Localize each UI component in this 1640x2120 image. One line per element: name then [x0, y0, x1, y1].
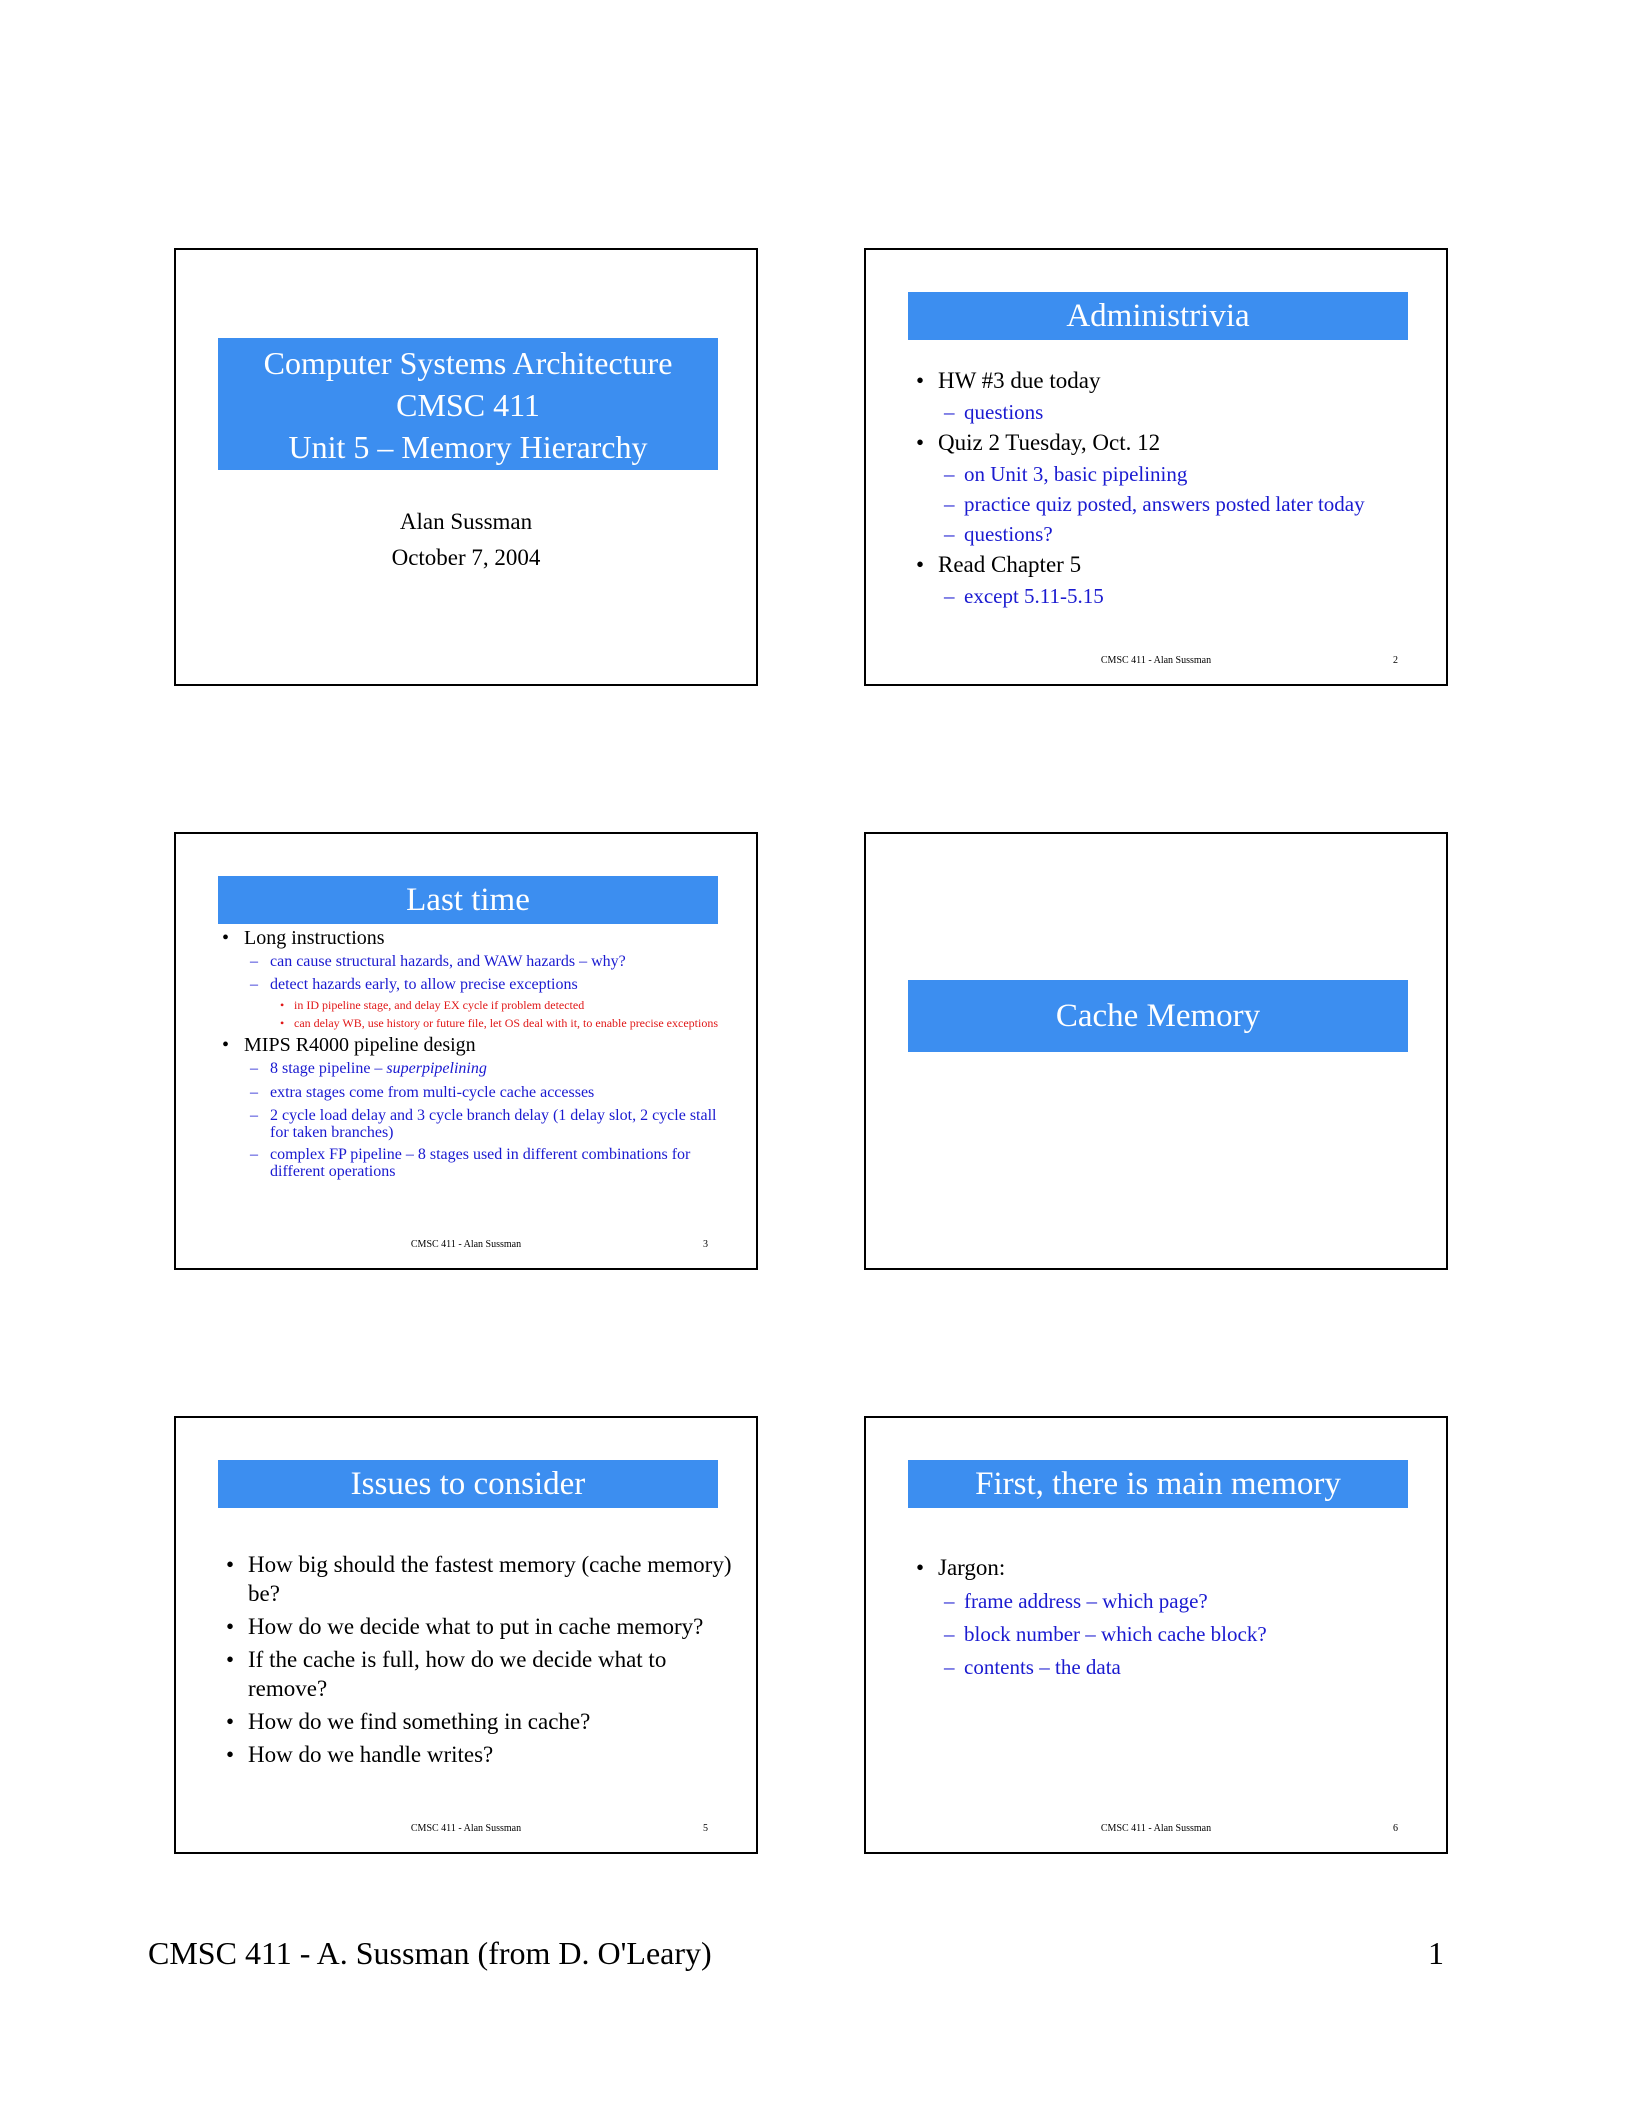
sub-bullet: – contents – the data	[914, 1652, 1424, 1682]
third-level-bullet: • can delay WB, use history or future file, let OS deal with it, to enable precise exceptions	[220, 1016, 734, 1030]
sub-bullet: – questions?	[914, 519, 1424, 549]
footer-text: CMSC 411 - Alan Sussman	[410, 1239, 522, 1250]
bullet: • MIPS R4000 pipeline design	[220, 1033, 734, 1057]
sub-bullet: – questions	[914, 397, 1424, 427]
sub-bullet: – extra stages come from multi-cycle cache accesses	[220, 1083, 734, 1102]
slide-1-title	[174, 248, 758, 686]
slide-3-last-time	[174, 832, 758, 1270]
slide-number: 2	[1393, 655, 1398, 666]
page-number: 1	[1428, 1935, 1444, 1971]
bullet: • How do we find something in cache?	[224, 1707, 734, 1736]
sub-bullet: – complex FP pipeline – 8 stages used in different combinations for different operations	[220, 1146, 734, 1180]
slide-footer	[866, 1823, 1446, 1837]
slide-number: 3	[703, 1239, 708, 1250]
bullet: • Long instructions	[220, 926, 734, 950]
title-line: CMSC 411	[396, 387, 540, 423]
slide-number: 5	[703, 1823, 708, 1834]
slide-4-cache-memory	[864, 832, 1448, 1270]
sub-bullet: – on Unit 3, basic pipelining	[914, 459, 1424, 489]
bullet: • Jargon:	[914, 1552, 1424, 1584]
bullet: • If the cache is full, how do we decide what to remove?	[224, 1645, 734, 1703]
sub-bullet: – except 5.11-5.15	[914, 581, 1424, 611]
slide-footer	[866, 655, 1446, 669]
slide-content	[220, 926, 734, 1180]
sub-bullet: – block number – which cache block?	[914, 1619, 1424, 1649]
sub-bullet-text: 8 stage pipeline –	[270, 1060, 387, 1077]
footer-text: CMSC 411 - Alan Sussman	[410, 1823, 522, 1834]
slide-2-administrivia	[864, 248, 1448, 686]
sub-bullet: – frame address – which page?	[914, 1586, 1424, 1616]
slide-content	[914, 365, 1424, 611]
slide-title: First, there is main memory	[908, 1460, 1408, 1508]
sub-bullet: – detect hazards early, to allow precise exceptions	[220, 975, 734, 994]
slide-title: Cache Memory	[908, 980, 1408, 1052]
sub-bullet: – can cause structural hazards, and WAW hazards – why?	[220, 952, 734, 971]
author-block	[176, 504, 756, 576]
slide-title: Administrivia	[908, 292, 1408, 340]
bullet: • Quiz 2 Tuesday, Oct. 12	[914, 427, 1424, 459]
footer-text: CMSC 411 - Alan Sussman	[1100, 1823, 1212, 1834]
sub-bullet	[220, 1059, 734, 1078]
sub-bullet: – 2 cycle load delay and 3 cycle branch delay (1 delay slot, 2 cycle stall for taken branches)	[220, 1107, 734, 1141]
slide-footer	[176, 1823, 756, 1837]
slide-content	[224, 1550, 734, 1773]
presentation-date: October 7, 2004	[391, 545, 541, 570]
bullet: • How do we handle writes?	[224, 1740, 734, 1769]
author-name: Alan Sussman	[399, 509, 533, 534]
slide-footer	[176, 1239, 756, 1253]
bullet: • How do we decide what to put in cache memory?	[224, 1612, 734, 1641]
slide-title	[218, 338, 718, 470]
slide-content	[914, 1552, 1424, 1682]
slide-6-main-memory	[864, 1416, 1448, 1854]
slide-title: Issues to consider	[218, 1460, 718, 1508]
slide-number: 6	[1393, 1823, 1398, 1834]
page-footer: CMSC 411 - A. Sussman (from D. O'Leary)	[148, 1935, 712, 1971]
third-level-bullet: • in ID pipeline stage, and delay EX cycle if problem detected	[220, 998, 734, 1012]
title-line: Computer Systems Architecture	[263, 345, 673, 381]
bullet: • HW #3 due today	[914, 365, 1424, 397]
slide-title: Last time	[218, 876, 718, 924]
sub-bullet: – practice quiz posted, answers posted later today	[914, 489, 1424, 519]
emphasized-term: superpipelining	[386, 1060, 487, 1077]
slide-5-issues	[174, 1416, 758, 1854]
footer-text: CMSC 411 - Alan Sussman	[1100, 655, 1212, 666]
title-line: Unit 5 – Memory Hierarchy	[288, 429, 648, 465]
bullet: • How big should the fastest memory (cache memory) be?	[224, 1550, 734, 1608]
bullet: • Read Chapter 5	[914, 549, 1424, 581]
